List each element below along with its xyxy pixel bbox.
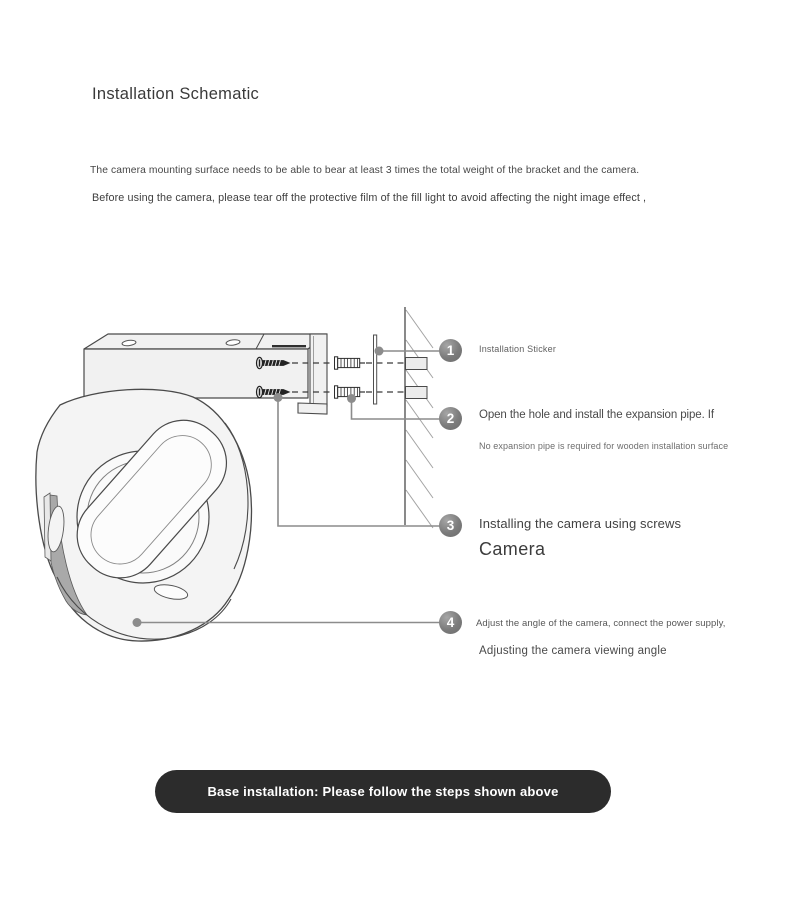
base-installation-button[interactable]: Base installation: Please follow the steps shown above: [155, 770, 611, 813]
step-2-label: Open the hole and install the expansion pipe. If: [479, 409, 714, 421]
step-3-label: Installing the camera using screws: [479, 516, 682, 531]
expansion-anchor-icon: [335, 357, 366, 369]
note-line-1: The camera mounting surface needs to be able to bear at least 3 times the total weight of the bracket and the camera.: [90, 165, 640, 176]
step-3-sublabel: Camera: [479, 539, 546, 559]
step-4-badge: 4: [439, 611, 462, 634]
installation-sticker-plate: [374, 335, 377, 404]
step-4-sublabel: Adjusting the camera viewing angle: [479, 645, 667, 657]
step-2-sublabel: No expansion pipe is required for wooden installation surface: [479, 441, 729, 451]
wall-plug: [406, 358, 428, 370]
wall-plug: [406, 387, 428, 399]
leader-line-3: [278, 398, 440, 527]
note-line-2: Before using the camera, please tear off the protective film of the fill light to avoid affecting the night image effect ,: [92, 192, 647, 204]
page-title: Installation Schematic: [92, 85, 260, 103]
step-4-label: Adjust the angle of the camera, connect the power supply,: [476, 618, 726, 629]
wall: [405, 307, 433, 528]
step-3-badge: 3: [439, 514, 462, 537]
leader-line-2: [352, 399, 441, 420]
step-1-badge: 1: [439, 339, 462, 362]
camera-illustration: [36, 389, 252, 641]
step-1-label: Installation Sticker: [479, 344, 557, 354]
step-2-badge: 2: [439, 407, 462, 430]
